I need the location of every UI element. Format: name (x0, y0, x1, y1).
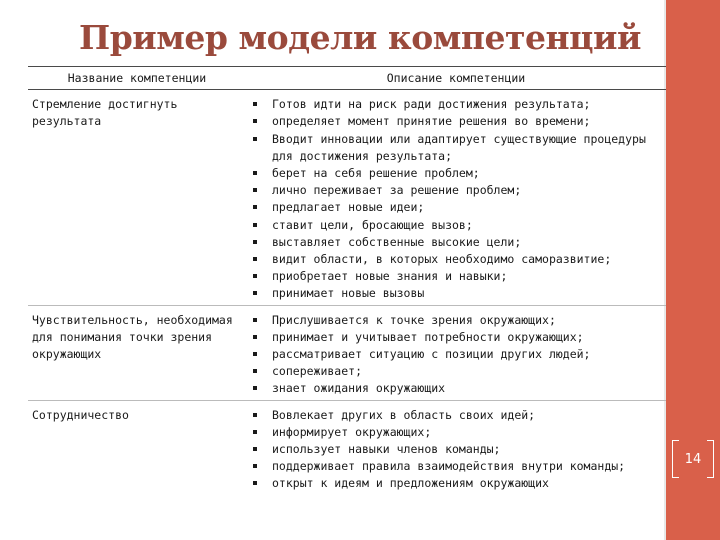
list-item: выставляет собственные высокие цели; (250, 234, 662, 251)
list-item: Прислушивается к точке зрения окружающих; (250, 312, 662, 329)
competency-name: Чувствительность, необходимая для понимания точки зрения окружающих (28, 305, 246, 400)
competency-description (246, 305, 666, 400)
competency-table (28, 66, 666, 495)
list-item: предлагает новые идеи; (250, 199, 662, 216)
competency-name: Сотрудничество (32, 407, 129, 422)
table-row (28, 90, 666, 305)
table-row (28, 400, 666, 495)
list-item: использует навыки членов команды; (250, 441, 662, 458)
list-item: видит области, в которых необходимо саморазвитие; (250, 251, 662, 268)
list-item: поддерживает правила взаимодействия внутри команды; (250, 458, 662, 475)
behavior-list (250, 312, 662, 398)
list-item: открыт к идеям и предложениям окружающих (250, 475, 662, 492)
table-row (28, 305, 666, 400)
competency-name: Стремление достигнуть результата (28, 90, 246, 305)
list-item: ставит цели, бросающие вызов; (250, 217, 662, 234)
slide-title: Пример модели компетенций (79, 18, 641, 57)
page-number-badge: 14 (672, 440, 714, 478)
list-item: принимает и учитывает потребности окружающих; (250, 329, 662, 346)
list-item: приобретает новые знания и навыки; (250, 268, 662, 285)
list-item: Готов идти на риск ради достижения результата; (250, 96, 662, 113)
table-header-row (28, 67, 666, 90)
list-item: Вовлекает других в область своих идей; (250, 407, 662, 424)
list-item: знает ожидания окружающих (250, 380, 662, 397)
list-item: Вводит инновации или адаптирует существующие процедуры для достижения результата; (250, 131, 662, 165)
competency-description (246, 400, 666, 495)
list-item: принимает новые вызовы (250, 285, 662, 302)
behavior-list (250, 407, 662, 493)
behavior-list (250, 96, 662, 302)
competency-description (246, 90, 666, 305)
list-item: рассматривает ситуацию с позиции других людей; (250, 346, 662, 363)
header-competency-description: Описание компетенции (246, 67, 666, 90)
list-item: лично переживает за решение проблем; (250, 182, 662, 199)
header-competency-name: Название компетенции (28, 67, 246, 90)
list-item: берет на себя решение проблем; (250, 165, 662, 182)
list-item: информирует окружающих; (250, 424, 662, 441)
list-item: сопереживает; (250, 363, 662, 380)
list-item: определяет момент принятие решения во времени; (250, 113, 662, 130)
